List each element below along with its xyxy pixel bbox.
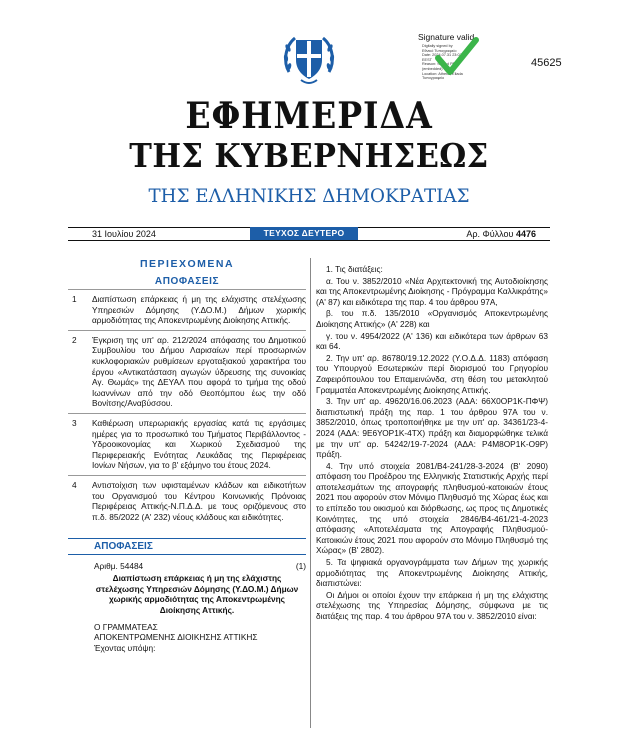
decision-number: Αριθμ. 54484: [94, 561, 144, 572]
issuer-title: Ο ΓΡΑΜΜΑΤΕΑΣ: [94, 621, 158, 632]
decision-title: Διαπίστωση επάρκειας ή μη της ελάχιστης στελέχωσης Υπηρεσιών Δόμησης (Υ.ΔΟ.Μ.) Δήμων χωρικής αρμοδιότητας της Αποκεντρωμένης Διοίκησης Αττικής.: [95, 573, 299, 616]
provision-paragraph: β. του π.δ. 135/2010 «Οργανισμός Αποκεντρωμένης Διοίκησης Αττικής» (Α' 228) και: [316, 308, 548, 329]
toc-item-text: Αντιστοίχιση των υφισταμένων κλάδων και ειδικοτήτων του Οργανισμού του Κέντρου Κοινωνικής Πρόνοιας Περιφέρειας Αττικής-Ν.Π.Δ.Δ. με τους οριζόμενους στο π.δ. 85/2022 (Α' 232) νέους κλάδους και ειδικότητες.: [92, 479, 306, 522]
gazette-title-line2: ΤΗΣ ΚΥΒΕΡΝΗΣΕΩΣ: [129, 136, 489, 175]
toc-item-number: 3: [72, 417, 77, 428]
provision-paragraph: 4. Την υπό στοιχεία 2081/Β4-241/28-3-2024 (Β' 2090) απόφαση του Προέδρου της Ελληνικής Στατιστικής Αρχής περί αποτελεσμάτων της απογραφής πληθυσμού-κατοικιών έτους 2021 που αφορούν στον Μόνιμο Πληθυσμό της Χώρας έως και το επίπεδο του οικισμού και διόρθωσης, ως προς τις Δημοτικές Κοινότητες, της υπό στοιχεία 2846/Β4-461/21-4-2023 απόφασης «Αποτελέσματα της Απογραφής Πληθυσμού-Κατοικιών έτους 2021 που αφορούν στο Μόνιμο Πληθυσμό της Χώρας» (Β' 2802).: [316, 460, 548, 556]
gazette-subtitle: ΤΗΣ ΕΛΛΗΝΙΚΗΣ ΔΗΜΟΚΡΑΤΙΑΣ: [148, 185, 470, 207]
greek-coat-of-arms-emblem: [279, 28, 339, 88]
provision-paragraph: γ. του ν. 4954/2022 (Α' 136) και ειδικότερα των άρθρων 63 και 64.: [316, 330, 548, 352]
provision-paragraph: 3. Την υπ' αρ. 49620/16.06.2023 (ΑΔΑ: 66Χ0ΟΡ1Κ-ΠΦΨ) διαπιστωτική πράξη της παρ. 1 του άρθρου 97Α του ν. 3852/2010, όπως τροποποιήθηκε με την υπ' αρ. 34361/23-4-2024 (ΑΔΑ: 9Ε6ΥΟΡ1Κ-4ΤΧ) πράξη και διαμορφώθηκε τελικά με την υπ' αρ. 54242/19-7-2024 (ΑΔΑ: Ρ4Μ8ΟΡ1Κ-Ο9Ρ) πράξη.: [316, 396, 548, 460]
decision-index: (1): [295, 561, 306, 572]
digital-signature-stamp: [418, 32, 498, 82]
signature-detail-line: Date: 2024.07.31 23:07:26: [422, 53, 467, 58]
toc-subheading: ΑΠΟΦΑΣΕΙΣ: [154, 276, 220, 287]
toc-item[interactable]: [68, 289, 306, 330]
decisions-section-heading: ΑΠΟΦΑΣΕΙΣ: [68, 538, 306, 555]
issue-type-badge: ΤΕΥΧΟΣ ΔΕΥΤΕΡΟ: [250, 227, 358, 240]
toc-item-text: Έγκριση της υπ' αρ. 212/2024 απόφασης του Δημοτικού Συμβουλίου του Δήμου Λαρισαίων περί προσωρινών κυκλοφοριακών ρυθμίσεων εργοταξιακού χαρακτήρα του έργου «Αντικατάσταση αγωγών ύδρευσης της συνοικίας Αγ. Θωμάς» της ΔΕΥΑΛ που αφορά το τμήμα της οδού Ιωαννίνων από την οδό Θεοπόμπου έως την οδό Βονίτσης/Αναβύσσου.: [92, 334, 306, 409]
gazette-title: ΕΦΗΜΕΡΙΔΑ: [185, 95, 433, 137]
toc-heading: ΠΕΡΙΕΧΟΜΕΝΑ: [139, 258, 235, 270]
checkmark-icon: [434, 36, 480, 76]
issue-bar: [68, 227, 550, 241]
right-column: [316, 264, 548, 622]
provision-paragraph: Οι Δήμοι οι οποίοι έχουν την επάρκεια ή μη της ελάχιστης στελέχωσης της Υπηρεσίας Δόμησης, σύμφωνα με τις διατάξεις της παρ. 4 του άρθρου 97Α του ν. 3852/2010 είναι:: [316, 589, 548, 621]
decision-number-row: [68, 561, 306, 571]
toc-item-text: Διαπίστωση επάρκειας ή μη της ελάχιστης στελέχωσης Υπηρεσιών Δόμησης (Υ.ΔΟ.Μ.) Δήμων χωρικής αρμοδιότητας της Αποκεντρωμένης Διοίκησης Αττικής.: [92, 294, 306, 326]
signature-detail-line: Reason: Signed PDF: [422, 62, 458, 67]
signature-detail-line: Location: Athens, Ellada: [422, 71, 463, 76]
signature-detail-line: EEST: [422, 57, 432, 62]
toc-item-number: 4: [72, 479, 77, 490]
issue-date: 31 Ιουλίου 2024: [92, 229, 156, 239]
signature-detail-line: Digitally signed by: [422, 44, 453, 48]
provision-paragraph: 2. Την υπ' αρ. 86780/19.12.2022 (Υ.Ο.Δ.Δ. 1183) απόφαση του Υπουργού Εσωτερικών περί διορισμού του Γρηγορίου Ζαφειρόπουλου του Επαμεινώνδα, στη θέση του μετακλητού Γραμματέα Αποκεντρωμένης Διοίκησης Αττικής.: [316, 352, 548, 395]
left-column: [68, 258, 306, 653]
signature-valid-label: Signature valid: [418, 32, 475, 42]
toc-item-text: Καθιέρωση υπερωριακής εργασίας κατά τις εργάσιμες ημέρες για το προσωπικό του Τμήματος Περιβάλλοντος - Υδροοικονομίας και Χωρικού Σχεδιασμού της Περιφερειακής Ενότητας Λευκάδας της Περιφέρειας Ιονίων Νήσων, για το β' εξάμηνο του έτους 2024.: [92, 417, 306, 471]
signature-detail-line: (embedded): [422, 66, 443, 71]
column-divider: [310, 258, 311, 728]
sheet-label: Αρ. Φύλλου: [466, 229, 514, 239]
sheet-number: 4476: [515, 229, 536, 239]
toc-item[interactable]: [68, 330, 306, 413]
provision-paragraph: 5. Τα ψηφιακά οργανογράμματα των Δήμων της χωρικής αρμοδιότητας της Αποκεντρωμένης Διοίκησης Αττικής, διαπιστώνει:: [316, 557, 548, 589]
toc-item-number: 1: [72, 294, 77, 304]
toc-item[interactable]: [68, 475, 306, 526]
provision-paragraph: 1. Τις διατάξεις:: [326, 264, 383, 274]
issuer-authority: ΑΠΟΚΕΝΤΡΩΜΕΝΗΣ ΔΙΟΙΚΗΣΗΣ ΑΤΤΙΚΗΣ: [94, 632, 258, 643]
signature-detail-line: Εθνικό Τυπογραφείο: [422, 48, 457, 53]
toc-item[interactable]: [68, 413, 306, 475]
provision-paragraph: α. Του ν. 3852/2010 «Νέα Αρχιτεκτονική της Αυτοδιοίκησης και της Αποκεντρωμένης Διοίκησης - Πρόγραμμα Καλλικράτης» (Α' 87) και ειδικότερα της παρ. 4 του άρθρου 97Α,: [316, 275, 548, 307]
signature-detail-line: Τυπογραφείο: [422, 76, 445, 81]
having-regard-text: Έχοντας υπόψη:: [94, 642, 156, 653]
toc-item-number: 2: [72, 334, 77, 345]
issue-sheet-number: [466, 229, 536, 239]
fek-page-number: 45625: [531, 57, 562, 69]
